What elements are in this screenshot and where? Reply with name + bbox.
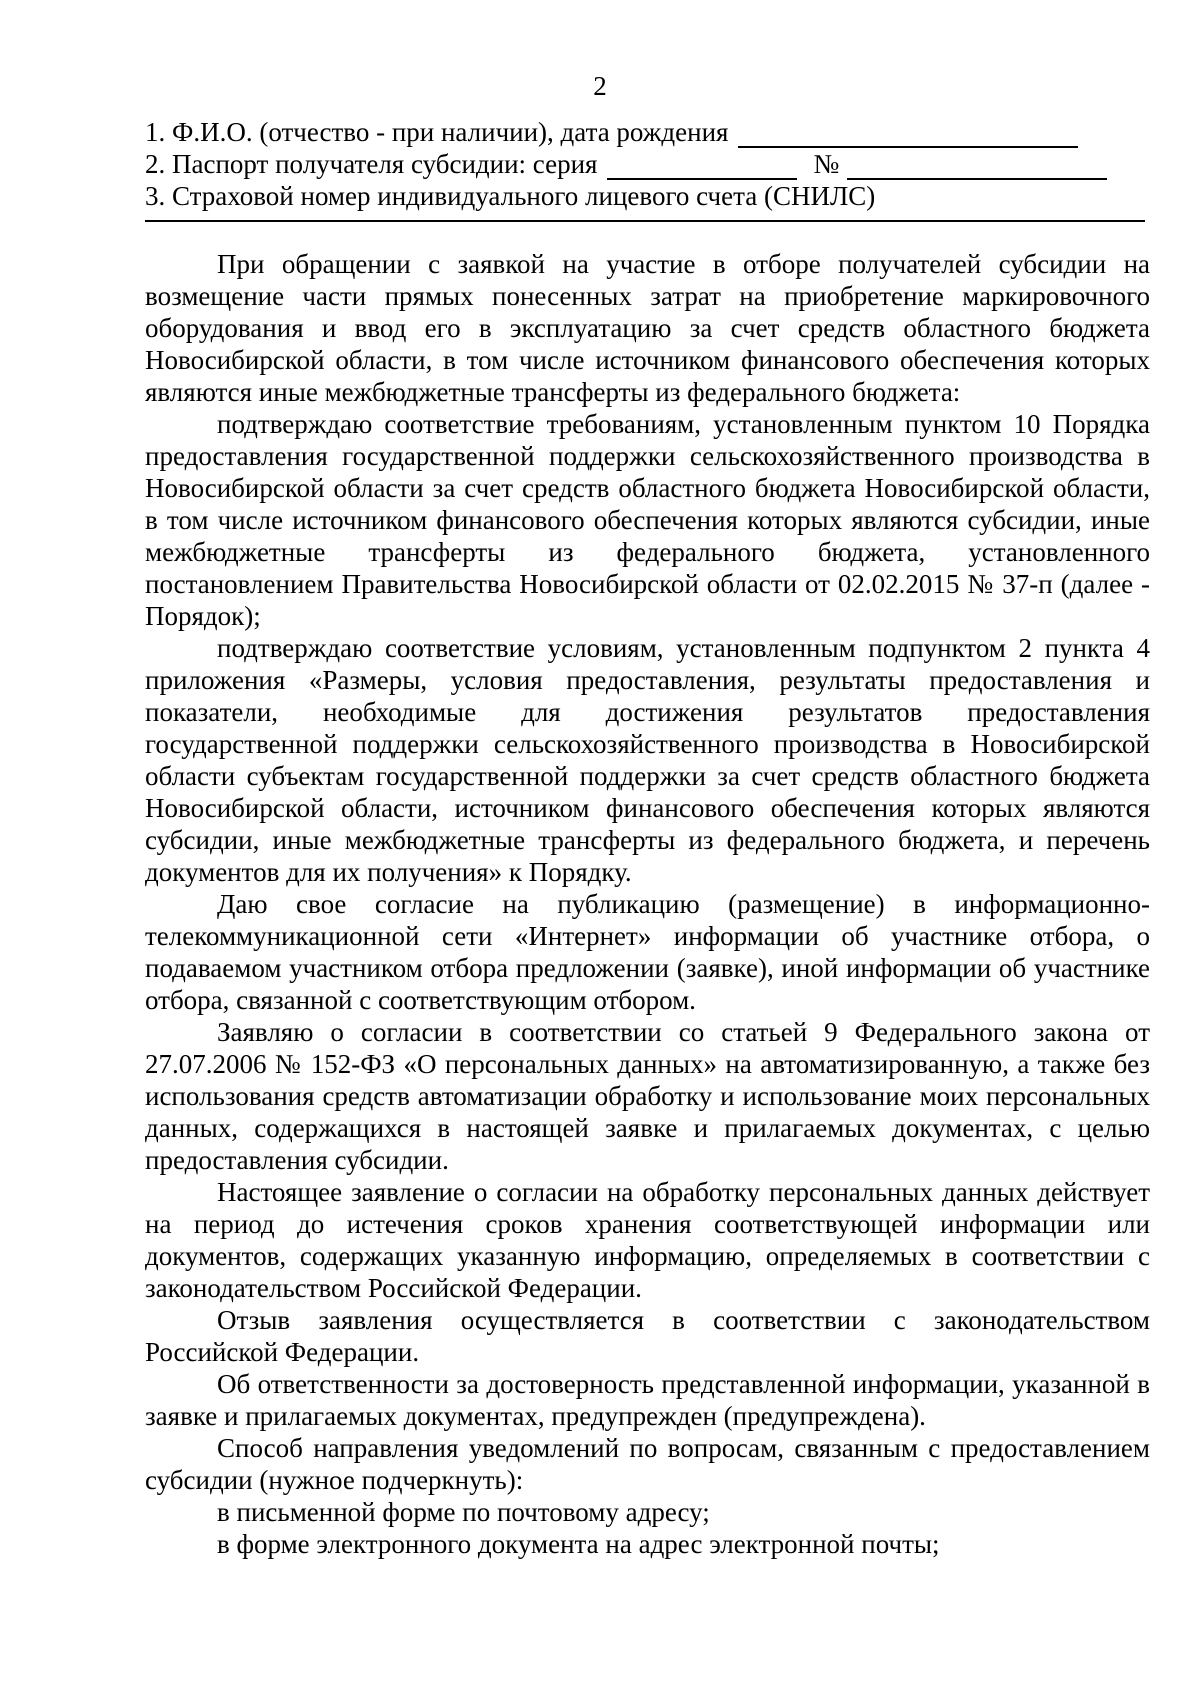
passport-number-blank-line [847, 152, 1107, 180]
document-body [145, 248, 1150, 1560]
paragraph-requirements: подтверждаю соответствие требованиям, установленным пунктом 10 Порядка предоставления государственной поддержки сельскохозяйственного производства в Новосибирской области за счет средств областного бюджета Новосибирской области, в том числе источником финансового обеспечения которых являются субсидии, иные межбюджетные трансферты из федерального бюджета, установленного постановлением Правительства Новосибирской области от 02.02.2015 № 37-п (далее - Порядок); [145, 409, 1150, 631]
snils-blank-line [145, 220, 1145, 222]
paragraph-publication-consent: Даю свое согласие на публикацию (размещение) в информационно-телекоммуникационной сети «Интернет» информации об участнике отбора, о подаваемом участником отбора предложении (заявке), иной информации об участнике отбора, связанной с соответствующим отбором. [145, 889, 1150, 1015]
paragraph-withdrawal: Отзыв заявления осуществляется в соответствии с законодательством Российской Федерации. [145, 1305, 1150, 1367]
fio-blank-line [738, 120, 1078, 148]
paragraph-notification-method: Способ направления уведомлений по вопросам, связанным с предоставлением субсидии (нужное подчеркнуть): [145, 1433, 1150, 1495]
page-number: 2 [593, 71, 607, 101]
option-email: в форме электронного документа на адрес электронной почты; [217, 1529, 940, 1559]
option-postal: в письменной форме по почтовому адресу; [217, 1497, 710, 1527]
paragraph-intro: При обращении с заявкой на участие в отборе получателей субсидии на возмещение части прямых понесенных затрат на приобретение маркировочного оборудования и ввод его в эксплуатацию за счет средств областного бюджета Новосибирской области, в том числе источником финансового обеспечения которых являются иные межбюджетные трансферты из федерального бюджета: [145, 249, 1150, 407]
fio-row [145, 116, 1145, 148]
snils-label: 3. Страховой номер индивидуального лицевого счета (СНИЛС) [145, 181, 876, 211]
paragraph-personal-data-consent: Заявляю о согласии в соответствии со статьей 9 Федерального закона от 27.07.2006 № 152-ФЗ «О персональных данных» на автоматизированную, а также без использования средств автоматизации обработку и использование моих персональных данных, содержащихся в настоящей заявке и прилагаемых документах, с целью предоставления субсидии. [145, 1017, 1150, 1175]
passport-series-blank-line [607, 152, 797, 180]
passport-row [145, 148, 1145, 180]
snils-row [145, 180, 1145, 212]
paragraph-conditions: подтверждаю соответствие условиям, установленным подпунктом 2 пункта 4 приложения «Размеры, условия предоставления, результаты предоставления и показатели, необходимые для достижения результатов предоставления государственной поддержки сельскохозяйственного производства в Новосибирской области субъектам государственной поддержки за счет средств областного бюджета Новосибирской области, источником финансового обеспечения которых являются субсидии, иные межбюджетные трансферты из федерального бюджета, и перечень документов для их получения» к Порядку. [145, 633, 1150, 887]
number-sign: № [813, 149, 840, 179]
paragraph-responsibility: Об ответственности за достоверность представленной информации, указанной в заявке и прилагаемых документах, предупрежден (предупреждена). [145, 1369, 1150, 1431]
passport-label: 2. Паспорт получателя субсидии: серия [145, 149, 598, 179]
paragraph-consent-period: Настоящее заявление о согласии на обработку персональных данных действует на период до истечения сроков хранения соответствующей информации или документов, содержащих указанную информацию, определяемых в соответствии с законодательством Российской Федерации. [145, 1177, 1150, 1303]
fio-label: 1. Ф.И.О. (отчество - при наличии), дата рождения [145, 117, 729, 147]
applicant-fields [145, 116, 1145, 222]
